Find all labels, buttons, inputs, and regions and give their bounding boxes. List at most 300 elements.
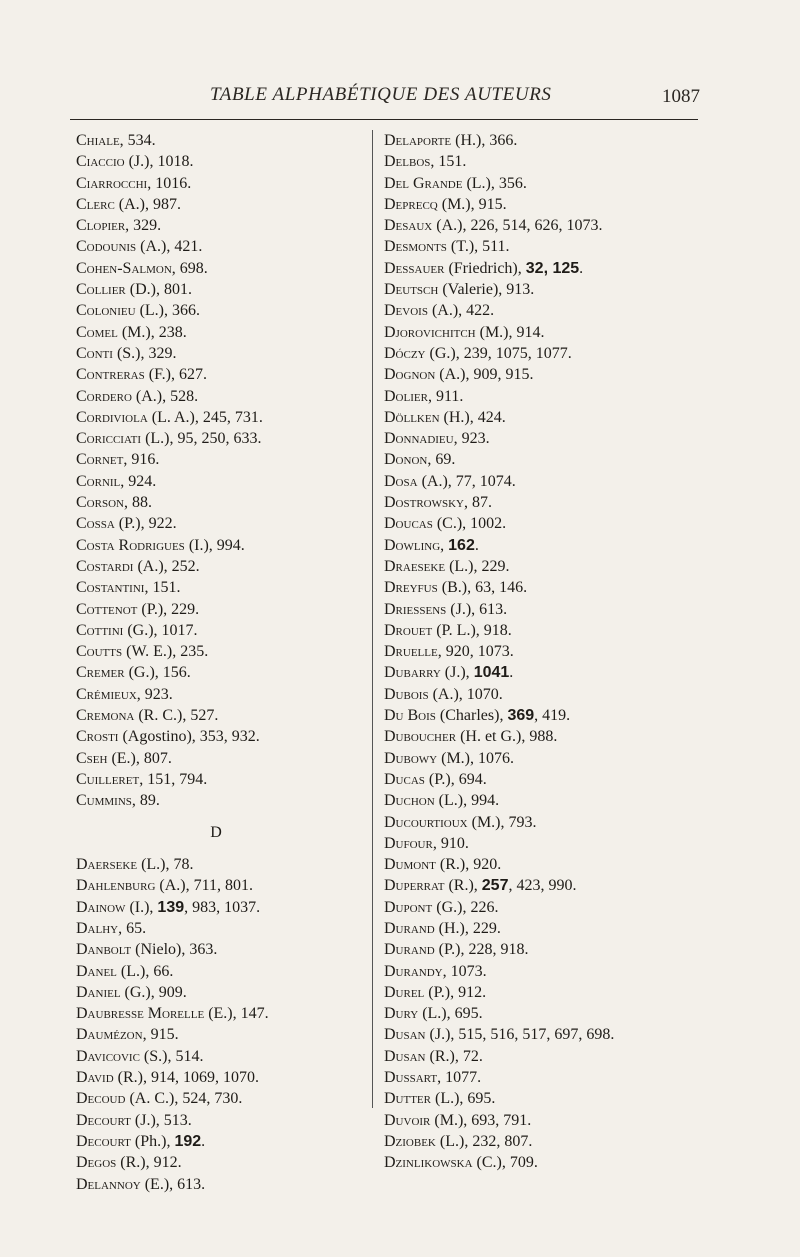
entry-references: (I.), 994. (184, 536, 245, 554)
entry-references: (P.), 922. (114, 515, 177, 533)
entry-references: (E.), 613. (140, 1175, 206, 1193)
entry-references: , 920, 1073. (437, 643, 514, 661)
author-name: Dóczy (384, 344, 426, 362)
index-entry (384, 790, 704, 811)
entry-references: (R.), 912. (116, 1154, 182, 1172)
entry-references: (P. L.), 918. (432, 621, 512, 639)
author-name: Daumézon (76, 1026, 143, 1044)
index-entry (76, 300, 366, 321)
index-entry (76, 535, 366, 556)
index-entry (384, 151, 704, 172)
author-name: Cossa (76, 515, 115, 533)
author-name: Duchon (384, 792, 435, 810)
entry-references: (S.), 514. (139, 1047, 204, 1065)
index-entry (384, 918, 704, 939)
author-name: Cordiviola (76, 408, 148, 426)
entry-references: (J.), 1018. (124, 153, 194, 171)
author-name: Dreyfus (384, 579, 438, 597)
entry-references: (J.), 513. (130, 1111, 192, 1129)
author-name: Draeseke (384, 557, 446, 575)
author-name: Ciaccio (76, 153, 125, 171)
index-entry (384, 1024, 704, 1045)
entry-references: , 151. (144, 579, 181, 597)
entry-references: , 151, 794. (139, 770, 208, 788)
index-entry (384, 1152, 704, 1173)
index-entry (76, 1174, 366, 1195)
entry-references: (A.), 421. (136, 238, 203, 256)
author-name: Durandy (384, 962, 443, 980)
entry-references: (A.), 987. (114, 195, 182, 213)
author-name: Danbolt (76, 941, 132, 959)
author-name: Dognon (384, 366, 436, 384)
author-name: Dusan (384, 1026, 426, 1044)
author-name: Dessauer (384, 259, 445, 277)
index-entry (76, 1088, 366, 1109)
entry-references: (G.), 226. (432, 898, 499, 916)
author-name: Dainow (76, 898, 126, 916)
index-entry (76, 897, 366, 918)
entry-references: , 151. (430, 153, 467, 171)
entry-references: (A. C.), 524, 730. (125, 1090, 243, 1108)
author-name: Ducas (384, 770, 425, 788)
author-name: Conti (76, 344, 113, 362)
entry-references: (M.), 238. (117, 323, 187, 341)
index-entry (76, 1152, 366, 1173)
index-entry (384, 194, 704, 215)
index-entry (384, 449, 704, 470)
index-entry (384, 428, 704, 449)
header-rule (70, 119, 698, 120)
index-entry (76, 258, 366, 279)
entry-references: , 923. (453, 430, 490, 448)
entry-references: (Ph.), (130, 1132, 175, 1150)
index-entry (76, 726, 366, 747)
index-entry (76, 1131, 366, 1152)
entry-references: (A.), 422. (427, 302, 495, 320)
entry-references: (W. E.), 235. (122, 643, 209, 661)
entry-references: (L.), 229. (445, 557, 510, 575)
index-entry (384, 130, 704, 151)
index-entry (384, 961, 704, 982)
index-entry (384, 769, 704, 790)
index-entry (76, 620, 366, 641)
author-name: Decoud (76, 1090, 126, 1108)
index-entry (384, 343, 704, 364)
entry-references: (F.), 627. (144, 366, 208, 384)
entry-references: , 923. (136, 685, 173, 703)
entry-references: (M.), 914. (475, 323, 545, 341)
entry-references: , (440, 536, 449, 554)
author-name: Costantini (76, 579, 145, 597)
entry-references: (A.), 226, 514, 626, 1073. (432, 217, 603, 235)
author-name: Delaporte (384, 132, 452, 149)
index-entry (76, 471, 366, 492)
author-name: Daniel (76, 983, 121, 1001)
entry-references: (C.), 1002. (432, 515, 507, 533)
index-entry (76, 939, 366, 960)
entry-references: , 87. (464, 494, 493, 512)
entry-references: (J.), (440, 664, 474, 682)
section-letter: D (210, 823, 222, 841)
index-entry (76, 364, 366, 385)
author-name: Decourt (76, 1111, 131, 1129)
entry-references: (L.), 994. (434, 792, 500, 810)
entry-references: (A.), 711, 801. (155, 877, 254, 895)
page-number: 1087 (662, 86, 700, 107)
author-name: Delannoy (76, 1175, 141, 1193)
author-name: Cummins (76, 792, 132, 810)
author-name: Codounis (76, 238, 137, 256)
entry-references: (L.), 356. (462, 174, 527, 192)
entry-references: (R.), (444, 877, 482, 895)
author-name: Costardi (76, 557, 134, 575)
author-name: Dolier (384, 387, 428, 405)
entry-references: , 924. (120, 472, 157, 490)
entry-references: , 1016. (147, 174, 192, 192)
author-name: Cseh (76, 749, 108, 767)
index-entry (384, 492, 704, 513)
author-name: Daubresse Morelle (76, 1005, 205, 1023)
entry-references: , 88. (123, 494, 152, 512)
author-name: Druelle (384, 643, 438, 661)
entry-references: (Nielo), 363. (131, 941, 218, 959)
author-name: Desaux (384, 217, 433, 235)
index-entry (76, 407, 366, 428)
author-name: Collier (76, 281, 126, 299)
index-entry (76, 343, 366, 364)
entry-references-tail: . (201, 1132, 206, 1150)
entry-references: (M.), 1076. (437, 749, 514, 767)
index-entry (76, 556, 366, 577)
author-name: Ducourtioux (384, 813, 468, 831)
author-name: Cornet (76, 451, 124, 469)
index-entry (76, 599, 366, 620)
entry-references: (R.), 72. (425, 1047, 483, 1065)
index-entry (76, 279, 366, 300)
entry-references: (G.), 239, 1075, 1077. (425, 344, 572, 362)
author-name: Donon (384, 451, 428, 469)
entry-references: , 1077. (437, 1069, 482, 1087)
author-name: Dowling (384, 536, 441, 554)
author-name: Duperrat (384, 877, 445, 895)
entry-references: (L.), 232, 807. (435, 1132, 533, 1150)
index-entry (76, 769, 366, 790)
index-entry (76, 492, 366, 513)
author-name: Dostrowsky (384, 494, 465, 512)
entry-references: (Agostino), 353, 932. (118, 728, 260, 746)
author-name: Dufour (384, 834, 433, 852)
entry-references: (R.), 914, 1069, 1070. (113, 1069, 259, 1087)
index-entry (76, 322, 366, 343)
entry-references: (C.), 709. (472, 1154, 538, 1172)
author-name: Döllken (384, 408, 440, 426)
entry-references-tail: . (509, 664, 514, 682)
entry-references: (J.), 613. (446, 600, 508, 618)
author-name: Danel (76, 962, 117, 980)
entry-references-tail: , 419. (534, 707, 571, 725)
author-name: Costa Rodrigues (76, 536, 185, 554)
author-name: Dahlenburg (76, 877, 156, 895)
author-name: Cordero (76, 387, 132, 405)
author-name: Cohen-Salmon (76, 259, 172, 277)
author-name: Cremona (76, 707, 135, 725)
index-entry (384, 812, 704, 833)
index-entry (384, 599, 704, 620)
entry-references: (H.), 366. (451, 132, 518, 149)
index-entry (384, 1003, 704, 1024)
entry-references: (L.), 366. (135, 302, 200, 320)
entry-references: , 69. (427, 451, 456, 469)
entry-references: (G.), 156. (124, 664, 191, 682)
author-name: Devois (384, 302, 428, 320)
author-name: Clopier (76, 217, 126, 235)
author-name: Dosa (384, 472, 418, 490)
author-name: Crosti (76, 728, 119, 746)
entry-references: , 89. (131, 792, 160, 810)
entry-references-tail: . (579, 259, 584, 277)
index-entry (76, 854, 366, 875)
entry-references: (M.), 793. (467, 813, 537, 831)
index-entry (76, 705, 366, 726)
index-entry (384, 875, 704, 896)
author-name: Degos (76, 1154, 117, 1172)
index-entry (384, 1110, 704, 1131)
index-entry (384, 236, 704, 257)
index-entry (76, 662, 366, 683)
index-entry (76, 748, 366, 769)
author-name: Durand (384, 919, 435, 937)
entry-references: , 329. (125, 217, 162, 235)
entry-references: (H. et G.), 988. (456, 728, 558, 746)
entry-references: (A.), 77, 1074. (417, 472, 516, 490)
author-name: Comel (76, 323, 118, 341)
entry-references: (Valerie), 913. (438, 281, 535, 299)
index-entry (76, 386, 366, 407)
entry-references: (G.), 909. (120, 983, 187, 1001)
entry-references: (P.), 228, 918. (434, 941, 529, 959)
author-name: Crémieux (76, 685, 137, 703)
index-entry (76, 577, 366, 598)
index-entry (76, 513, 366, 534)
entry-references: (R.), 920. (435, 856, 502, 874)
index-entry (384, 854, 704, 875)
entry-references: (T.), 511. (446, 238, 510, 256)
index-entry (384, 726, 704, 747)
entry-references: (P.), 229. (137, 600, 200, 618)
entry-references: (P.), 912. (424, 983, 487, 1001)
author-name: Dupont (384, 898, 433, 916)
entry-references-tail: . (474, 536, 479, 554)
author-name: Dubowy (384, 749, 438, 767)
bold-page-reference: 139 (157, 898, 185, 916)
entry-references: , 910. (432, 834, 469, 852)
index-entry (384, 471, 704, 492)
index-entry (384, 748, 704, 769)
author-name: Dury (384, 1005, 419, 1023)
index-entry (384, 982, 704, 1003)
author-name: Cremer (76, 664, 125, 682)
index-entry (384, 662, 704, 683)
author-name: Drouet (384, 621, 433, 639)
entry-references: (M.), 693, 791. (430, 1111, 532, 1129)
author-name: Du Bois (384, 707, 436, 725)
author-name: Cottenot (76, 600, 138, 618)
author-name: Dzinlikowska (384, 1154, 473, 1172)
entry-references: (E.), 147. (204, 1005, 269, 1023)
index-entry (384, 1067, 704, 1088)
index-entry (76, 1110, 366, 1131)
index-entry (76, 875, 366, 896)
index-entry (384, 322, 704, 343)
index-entry (384, 513, 704, 534)
author-name: Contreras (76, 366, 145, 384)
author-name: Durand (384, 941, 435, 959)
entry-references: (A.), 252. (133, 557, 200, 575)
author-name: Durel (384, 983, 425, 1001)
index-entry (76, 449, 366, 470)
index-entry (76, 194, 366, 215)
entry-references: (H.), 229. (434, 919, 501, 937)
index-entry (384, 300, 704, 321)
index-entry (76, 215, 366, 236)
entry-references: (A.), 909, 915. (435, 366, 534, 384)
author-name: Desmonts (384, 238, 447, 256)
entry-references: (Charles), (435, 707, 508, 725)
entry-references: (P.), 694. (424, 770, 487, 788)
author-name: Daerseke (76, 856, 138, 874)
index-entry (76, 961, 366, 982)
column-divider (372, 130, 373, 1108)
entry-references: , 698. (171, 259, 208, 277)
author-name: Deutsch (384, 281, 439, 299)
author-name: Decourt (76, 1132, 131, 1150)
index-entry (384, 939, 704, 960)
index-entry (76, 684, 366, 705)
entry-references: , 916. (123, 451, 160, 469)
entry-references: (S.), 329. (112, 344, 177, 362)
author-name: Dalhy (76, 919, 119, 937)
index-entry (384, 258, 704, 279)
index-entry (76, 428, 366, 449)
entry-references: , 915. (142, 1026, 179, 1044)
index-entry (384, 535, 704, 556)
index-entry (384, 641, 704, 662)
entry-references-tail: , 423, 990. (508, 877, 577, 895)
author-name: Delbos (384, 153, 431, 171)
index-entry (384, 684, 704, 705)
author-name: Driessens (384, 600, 447, 618)
index-entry (384, 279, 704, 300)
author-name: Chiale (76, 132, 120, 149)
index-entry (76, 173, 366, 194)
author-name: Duboucher (384, 728, 457, 746)
index-column-left (76, 130, 366, 1195)
index-entry (384, 1131, 704, 1152)
index-entry (384, 705, 704, 726)
author-name: Colonieu (76, 302, 136, 320)
author-name: Cuilleret (76, 770, 140, 788)
author-name: Coricciati (76, 430, 142, 448)
author-name: Doucas (384, 515, 433, 533)
bold-page-reference: 1041 (473, 664, 510, 682)
author-name: Cottini (76, 621, 124, 639)
index-entry (76, 1003, 366, 1024)
author-name: Dubois (384, 685, 429, 703)
index-entry (76, 151, 366, 172)
author-name: Dziobek (384, 1132, 436, 1150)
entry-references: , 911. (427, 387, 464, 405)
author-name: David (76, 1069, 114, 1087)
author-name: Cornil (76, 472, 121, 490)
entry-references: (A.), 1070. (428, 685, 503, 703)
entry-references: (Friedrich), (444, 259, 526, 277)
index-entry (76, 130, 366, 151)
entry-references: (J.), 515, 516, 517, 697, 698. (425, 1026, 615, 1044)
index-entry (384, 1088, 704, 1109)
entry-references: (E.), 807. (107, 749, 172, 767)
index-entry (384, 577, 704, 598)
author-name: Dussart (384, 1069, 438, 1087)
bold-page-reference: 192 (174, 1132, 202, 1150)
author-name: Ciarrocchi (76, 174, 148, 192)
entry-references: , 1073. (442, 962, 487, 980)
entry-references: (L.), 695. (418, 1005, 483, 1023)
entry-references: (L.), 695. (431, 1090, 496, 1108)
index-entry (384, 364, 704, 385)
index-entry (384, 386, 704, 407)
entry-references: (H.), 424. (439, 408, 506, 426)
bold-page-reference: 257 (481, 877, 509, 895)
entry-references: (L.), 78. (137, 856, 194, 874)
index-entry (76, 982, 366, 1003)
entry-references: (L. A.), 245, 731. (147, 408, 263, 426)
index-entry (76, 790, 366, 811)
index-entry (76, 236, 366, 257)
entry-references: (L.), 95, 250, 633. (141, 430, 262, 448)
index-entry (76, 1046, 366, 1067)
author-name: Dusan (384, 1047, 426, 1065)
author-name: Duvoir (384, 1111, 431, 1129)
entry-references: (D.), 801. (125, 281, 192, 299)
author-name: Dutter (384, 1090, 431, 1108)
bold-page-reference: 369 (507, 707, 535, 725)
author-name: Davicovic (76, 1047, 140, 1065)
entry-references: (I.), (125, 898, 158, 916)
entry-references: , 65. (118, 919, 147, 937)
index-entry (384, 173, 704, 194)
entry-references: , 534. (119, 132, 156, 149)
entry-references: (M.), 915. (437, 195, 507, 213)
entry-references: (R. C.), 527. (134, 707, 219, 725)
author-name: Deprecq (384, 195, 438, 213)
author-name: Clerc (76, 195, 115, 213)
page-header-title: TABLE ALPHABÉTIQUE DES AUTEURS (210, 84, 552, 105)
author-name: Donnadieu (384, 430, 454, 448)
index-entry (384, 556, 704, 577)
author-name: Dumont (384, 856, 436, 874)
index-entry (384, 897, 704, 918)
entry-references: (L.), 66. (116, 962, 174, 980)
entry-references-tail: , 983, 1037. (184, 898, 261, 916)
bold-page-reference: 32, 125 (525, 259, 580, 277)
entry-references: (B.), 63, 146. (437, 579, 528, 597)
index-column-right (384, 130, 704, 1174)
index-entry (384, 407, 704, 428)
index-entry (76, 918, 366, 939)
index-entry (384, 620, 704, 641)
author-name: Dubarry (384, 664, 441, 682)
index-entry (76, 1024, 366, 1045)
